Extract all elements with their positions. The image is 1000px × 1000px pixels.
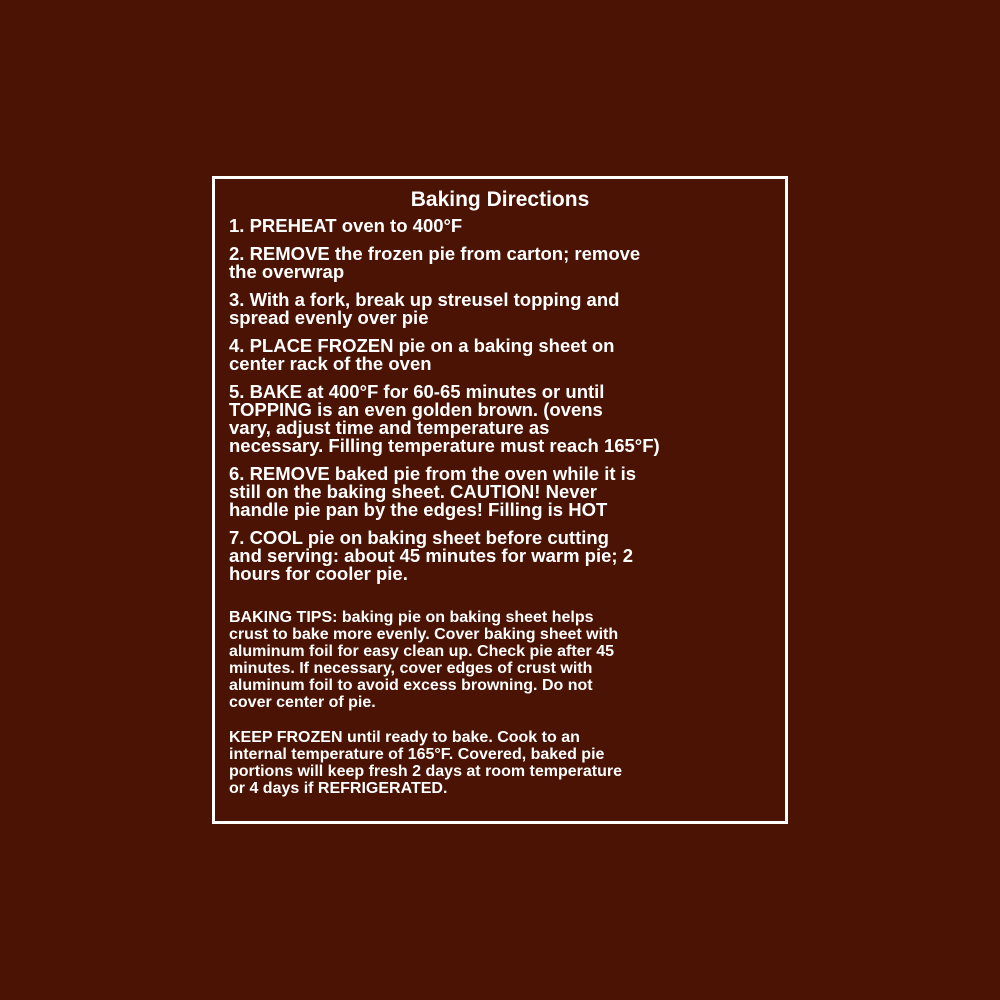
step-line: 1. PREHEAT oven to 400°F <box>229 215 463 236</box>
step-item <box>229 291 771 327</box>
step-item <box>229 465 771 519</box>
step-item <box>229 529 771 583</box>
step-line: handle pie pan by the edges! Filling is HOT <box>229 499 608 520</box>
keep-frozen-note <box>229 729 771 797</box>
step-line: 6. REMOVE baked pie from the oven while it is <box>229 463 637 484</box>
step-line: hours for cooler pie. <box>229 563 408 584</box>
step-item <box>229 383 771 455</box>
step-line: 3. With a fork, break up streusel topping and <box>229 289 620 310</box>
frozen-line: portions will keep fresh 2 days at room temperature <box>229 763 622 780</box>
step-line: 4. PLACE FROZEN pie on a baking sheet on <box>229 335 615 356</box>
step-line: 2. REMOVE the frozen pie from carton; remove <box>229 243 641 264</box>
step-line: vary, adjust time and temperature as <box>229 417 550 438</box>
tips-line: BAKING TIPS: baking pie on baking sheet helps <box>229 609 594 626</box>
tips-line: minutes. If necessary, cover edges of crust with <box>229 660 593 677</box>
step-line: spread evenly over pie <box>229 307 429 328</box>
step-item <box>229 245 771 281</box>
step-line: and serving: about 45 minutes for warm pie; 2 <box>229 545 634 566</box>
step-line: 7. COOL pie on baking sheet before cutting <box>229 527 609 548</box>
step-item <box>229 217 771 235</box>
step-line: necessary. Filling temperature must reach 165°F) <box>229 435 660 456</box>
step-line: still on the baking sheet. CAUTION! Never <box>229 481 598 502</box>
step-line: 5. BAKE at 400°F for 60-65 minutes or until <box>229 381 605 402</box>
steps-list <box>229 217 771 583</box>
tips-line: cover center of pie. <box>229 694 376 711</box>
step-line: center rack of the oven <box>229 353 432 374</box>
step-item <box>229 337 771 373</box>
baking-directions-panel <box>212 176 788 824</box>
baking-tips <box>229 609 771 711</box>
tips-line: aluminum foil to avoid excess browning. Do not <box>229 677 593 694</box>
panel-title: Baking Directions <box>410 188 590 211</box>
tips-line: aluminum foil for easy clean up. Check pie after 45 <box>229 643 615 660</box>
step-line: TOPPING is an even golden brown. (ovens <box>229 399 603 420</box>
frozen-line: or 4 days if REFRIGERATED. <box>229 780 448 797</box>
frozen-line: internal temperature of 165°F. Covered, baked pie <box>229 746 605 763</box>
step-line: the overwrap <box>229 261 345 282</box>
tips-line: crust to bake more evenly. Cover baking sheet with <box>229 626 619 643</box>
frozen-line: KEEP FROZEN until ready to bake. Cook to an <box>229 729 580 746</box>
